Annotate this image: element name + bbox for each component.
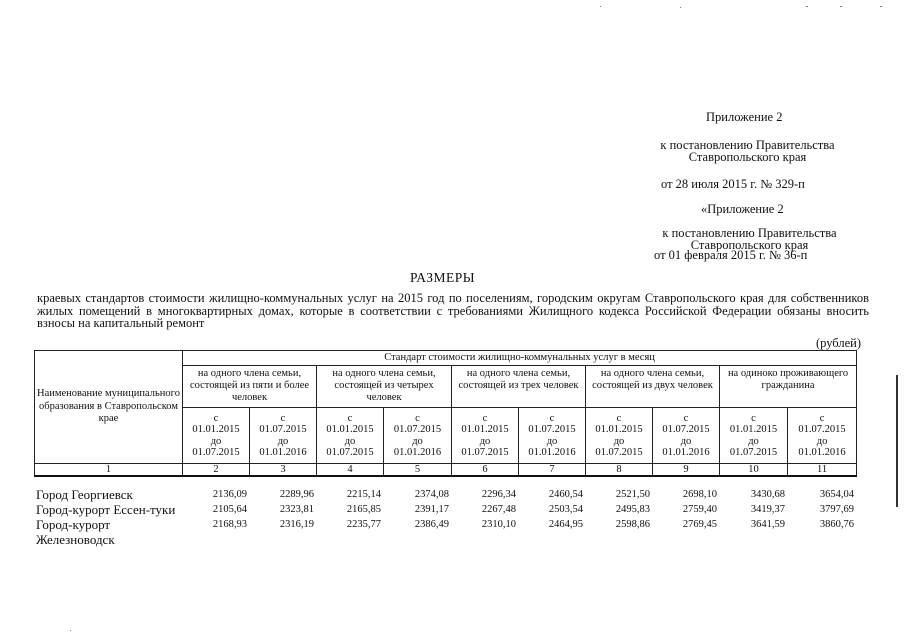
table-row — [34, 517, 856, 547]
period-from: 01.01.2015 — [326, 424, 374, 435]
table-row — [34, 487, 856, 502]
table-cell: 2105,64 — [212, 504, 247, 515]
table-cell: 3641,59 — [750, 519, 785, 530]
scan-edge-mark — [896, 375, 898, 507]
scan-speck — [880, 6, 882, 7]
period-cell — [788, 408, 857, 464]
table-cell: 2296,34 — [481, 489, 516, 500]
table-cell: 2136,09 — [212, 489, 247, 500]
municipality-name: Город-курорт Ессен-туки — [36, 502, 176, 517]
period-to: 01.07.2015 — [729, 447, 778, 458]
table-cell: 2464,95 — [548, 519, 583, 530]
appendix-ref — [641, 139, 854, 163]
table-cell: 2503,54 — [548, 504, 583, 515]
table-cell: 3419,37 — [750, 504, 785, 515]
period-c: с — [616, 412, 622, 424]
document-intro: краевых стандартов стоимости жилищно-коммунальных услуг на 2015 год по поселениям, городским округам Ставропольского края для собственников жилых помещений в многоквартирных домах, которые в соответствии с требованиями Жилищного кодекса Российской Федерации обязаны вносить взносы на капитальный ремонт — [37, 291, 869, 330]
table-cell: 2235,77 — [346, 519, 381, 530]
standards-table-body — [34, 487, 856, 547]
period-c: с — [751, 412, 756, 424]
column-number: 6 — [452, 464, 519, 477]
period-to-word: до — [748, 435, 759, 447]
period-to: 01.01.2016 — [393, 447, 442, 458]
column-number: 2 — [183, 464, 250, 477]
period-to-word: до — [277, 435, 289, 447]
group-header-five-plus: на одного члена семьи, состоящей из пяти и более человек — [183, 366, 317, 408]
table-cell: 2769,45 — [682, 519, 717, 530]
period-to: 01.01.2016 — [662, 447, 710, 458]
period-c: с — [549, 412, 555, 424]
period-to: 01.07.2015 — [595, 447, 643, 458]
table-cell: 2598,86 — [615, 519, 650, 530]
column-number: 8 — [586, 464, 653, 477]
period-from: 01.01.2015 — [595, 424, 643, 435]
period-from: 01.07.2015 — [798, 424, 846, 435]
group-header-four: на одного члена семьи, состоящей из четырех человек — [317, 366, 452, 408]
table-cell: 3654,04 — [819, 489, 854, 500]
table-cell: 2316,19 — [279, 519, 314, 530]
column-number: 11 — [788, 464, 857, 477]
table-cell: 2521,50 — [615, 489, 650, 500]
period-to-word: до — [546, 435, 558, 447]
table-cell: 3860,76 — [819, 519, 854, 530]
column-number: 1 — [35, 464, 183, 477]
period-to-word: до — [479, 435, 491, 447]
appendix-ref-line2: Ставропольского края — [688, 150, 807, 164]
period-to: 01.01.2016 — [798, 447, 846, 458]
period-to: 01.01.2016 — [528, 447, 576, 458]
municipality-name: Город Георгиевск — [36, 487, 133, 502]
document-title: РАЗМЕРЫ — [410, 270, 475, 285]
period-to-word: до — [613, 435, 625, 447]
period-to-word: до — [412, 435, 423, 447]
table-cell: 3430,68 — [750, 489, 785, 500]
group-header-three: на одного члена семьи, состоящей из трех человек — [452, 366, 586, 408]
group-header-two: на одного члена семьи, состоящей из двух человек — [586, 366, 720, 408]
period-c: с — [482, 412, 488, 424]
period-to-word: до — [680, 435, 692, 447]
standards-table-header — [34, 350, 857, 477]
scan-speck — [840, 6, 842, 7]
scan-speck — [806, 6, 808, 7]
quote-title: «Приложение 2 — [701, 202, 784, 216]
period-from: 01.07.2015 — [528, 424, 576, 435]
name-column-header: Наименование муниципального образования в Ставропольском крае — [35, 351, 183, 464]
table-cell: 2374,08 — [414, 489, 449, 500]
column-number: 4 — [317, 464, 384, 477]
scan-speck — [70, 630, 71, 631]
period-cell — [452, 408, 519, 464]
period-to: 01.07.2015 — [326, 447, 374, 458]
period-cell — [183, 408, 250, 464]
table-cell: 2495,83 — [615, 504, 650, 515]
period-cell — [384, 408, 452, 464]
period-to: 01.07.2015 — [192, 447, 240, 458]
period-c: с — [280, 412, 286, 424]
scan-speck — [600, 6, 601, 7]
table-cell: 2460,54 — [548, 489, 583, 500]
period-cell — [250, 408, 317, 464]
period-from: 01.07.2015 — [393, 424, 442, 435]
municipality-name: Город-курорт Железноводск — [36, 517, 115, 547]
table-cell: 2168,93 — [212, 519, 247, 530]
period-cell — [653, 408, 720, 464]
period-to: 01.01.2016 — [259, 447, 307, 458]
period-from: 01.07.2015 — [662, 424, 710, 435]
table-cell: 2323,81 — [279, 504, 314, 515]
period-from: 01.07.2015 — [259, 424, 307, 435]
column-number: 3 — [250, 464, 317, 477]
table-cell: 2391,17 — [414, 504, 449, 515]
appendix-date: от 28 июля 2015 г. № 329-п — [661, 177, 805, 191]
period-cell — [519, 408, 586, 464]
standard-header: Стандарт стоимости жилищно-коммунальных услуг в месяц — [183, 351, 857, 366]
column-number-row — [35, 464, 857, 477]
period-cell — [586, 408, 653, 464]
period-c: с — [213, 412, 219, 424]
table-row — [34, 502, 856, 517]
column-number: 5 — [384, 464, 452, 477]
period-from: 01.01.2015 — [729, 424, 778, 435]
period-c: с — [819, 412, 825, 424]
appendix-title: Приложение 2 — [706, 110, 783, 124]
table-cell: 2165,85 — [346, 504, 381, 515]
column-number: 9 — [653, 464, 720, 477]
quote-ref-line1: к постановлению Правительства — [662, 226, 837, 240]
period-c: с — [415, 412, 420, 424]
table-cell: 2386,49 — [414, 519, 449, 530]
table-cell: 2267,48 — [481, 504, 516, 515]
table-cell: 3797,69 — [819, 504, 854, 515]
period-to-word: до — [344, 435, 356, 447]
table-cell: 2698,10 — [682, 489, 717, 500]
table-cell: 2289,96 — [279, 489, 314, 500]
group-header-single: на одиноко проживающего гражданина — [720, 366, 857, 408]
table-cell: 2759,40 — [682, 504, 717, 515]
appendix-ref-line1: к постановлению Правительства — [660, 138, 835, 152]
column-number: 7 — [519, 464, 586, 477]
period-to-word: до — [210, 435, 222, 447]
period-cell — [720, 408, 788, 464]
scan-speck — [680, 7, 681, 8]
period-to-word: до — [816, 435, 828, 447]
table-cell: 2310,10 — [481, 519, 516, 530]
units-label: (рублей) — [815, 336, 861, 350]
period-from: 01.01.2015 — [461, 424, 509, 435]
quote-ref-line2: Ставропольского края — [690, 238, 809, 252]
column-number: 10 — [720, 464, 788, 477]
period-to: 01.07.2015 — [461, 447, 509, 458]
period-c: с — [683, 412, 689, 424]
period-c: с — [347, 412, 353, 424]
table-cell: 2215,14 — [346, 489, 381, 500]
quote-date: от 01 февраля 2015 г. № 36-п — [654, 248, 808, 262]
period-from: 01.01.2015 — [192, 424, 240, 435]
period-cell — [317, 408, 384, 464]
